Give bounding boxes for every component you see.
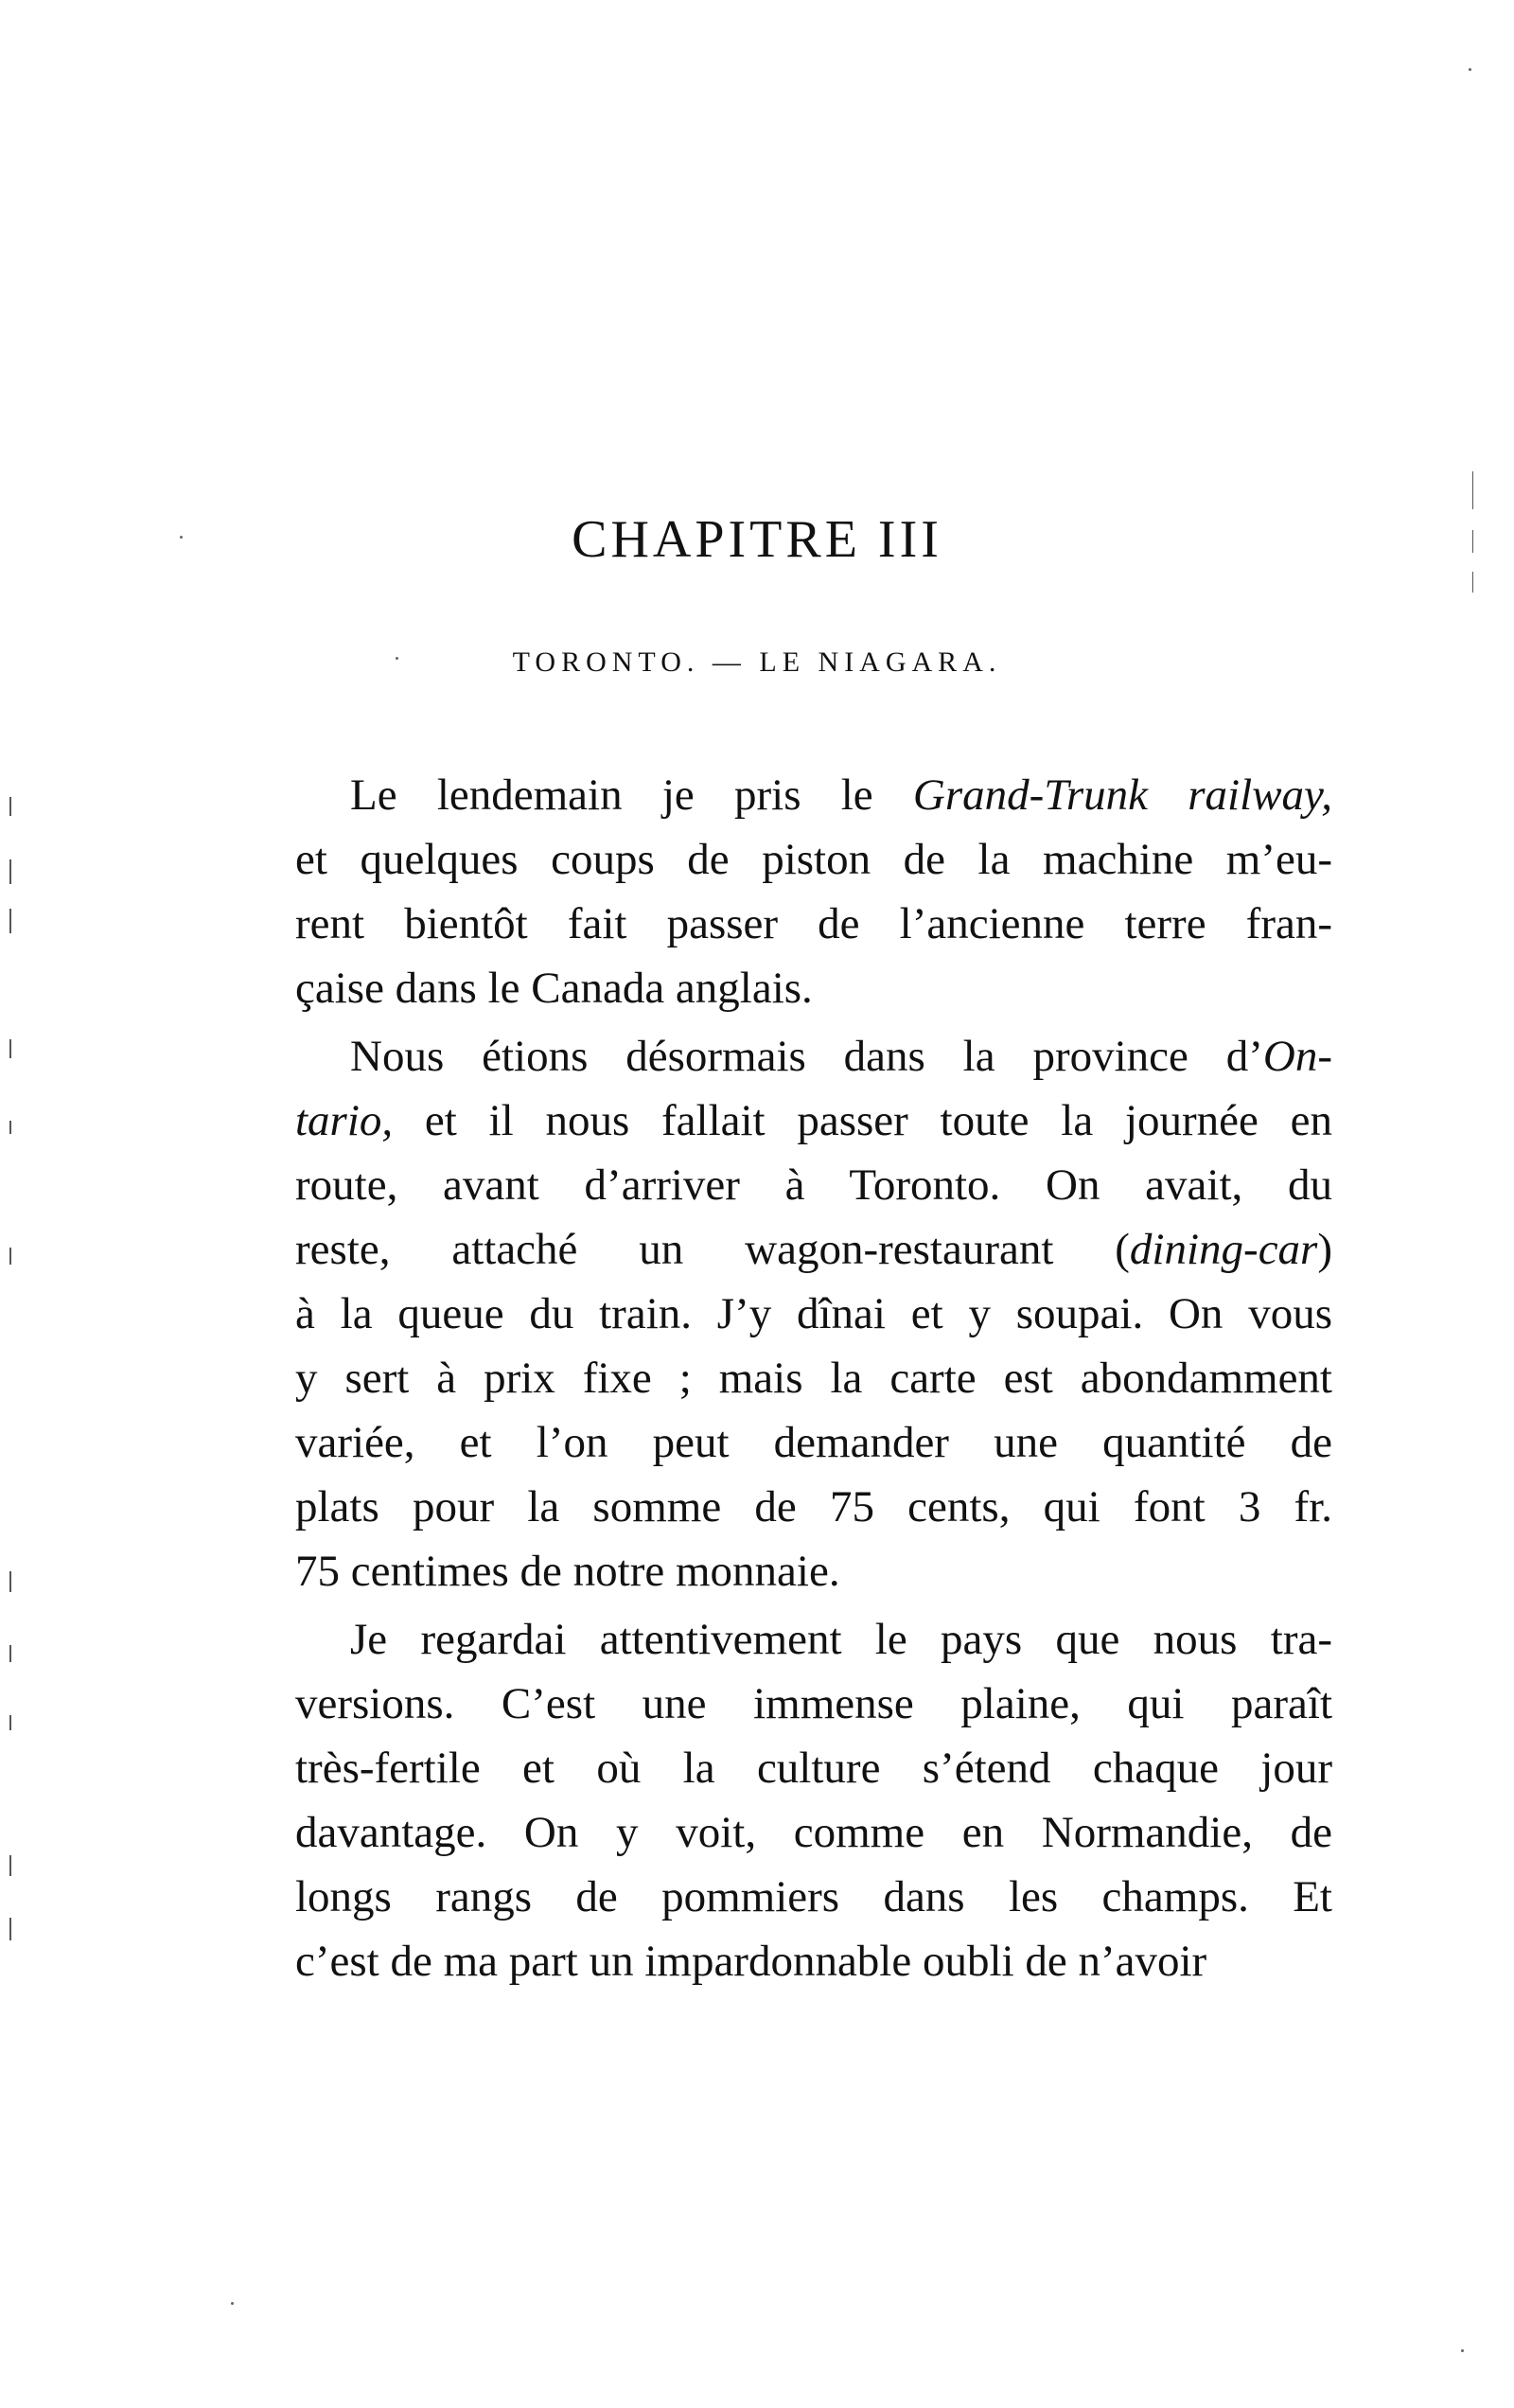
scan-speck <box>396 657 398 660</box>
scan-mark <box>9 1571 11 1592</box>
text-line <box>295 763 1332 827</box>
text-segment: et quelques coups de piston de la machine m’eu- <box>295 835 1332 884</box>
chapter-title: CHAPITRE III <box>572 510 942 569</box>
text-segment: versions. C’est une immense plaine, qui paraît <box>295 1679 1332 1728</box>
text-line <box>295 892 1332 956</box>
scan-mark <box>9 1248 11 1265</box>
text-line <box>295 1929 1332 1993</box>
scan-speck <box>1461 2349 1464 2352</box>
text-line <box>295 1672 1332 1736</box>
scan-mark <box>9 859 11 884</box>
scan-mark <box>9 1715 11 1730</box>
scan-mark <box>9 1855 11 1876</box>
scan-mark <box>9 1039 11 1058</box>
text-segment: Nous étions désormais dans la province d’ <box>350 1032 1263 1081</box>
italic-text: tario, <box>295 1096 394 1145</box>
text-line <box>295 956 1332 1020</box>
text-line <box>295 1800 1332 1865</box>
text-line <box>295 1217 1332 1282</box>
text-segment: à la queue du train. J’y dînai et y soupai. On vous <box>295 1289 1332 1338</box>
text-segment: plats pour la somme de 75 cents, qui font 3 fr. <box>295 1482 1332 1532</box>
text-line <box>295 1607 1332 1672</box>
scan-mark <box>9 1121 11 1134</box>
scan-mark <box>9 797 11 816</box>
scan-mark <box>9 909 11 933</box>
text-segment: y sert à prix fixe ; mais la carte est abondamment <box>295 1354 1332 1403</box>
text-segment: rent bientôt fait passer de l’ancienne terre fran- <box>295 899 1332 948</box>
scan-mark <box>1472 530 1473 553</box>
text-segment: Le lendemain je pris le <box>350 770 913 820</box>
italic-text: Grand-Trunk railway, <box>912 770 1332 820</box>
chapter-subtitle: TORONTO. — LE NIAGARA. <box>512 646 1002 678</box>
text-segment: ) <box>1317 1225 1332 1274</box>
text-line <box>295 1410 1332 1475</box>
text-segment: longs rangs de pommiers dans les champs. Et <box>295 1872 1332 1921</box>
text-line <box>295 1346 1332 1410</box>
text-segment: très-fertile et où la culture s’étend chaque jour <box>295 1744 1332 1793</box>
scan-speck <box>180 536 183 539</box>
text-segment: et il nous fallait passer toute la journée en <box>393 1096 1332 1145</box>
text-segment: davantage. On y voit, comme en Normandie, de <box>295 1808 1332 1857</box>
paragraph <box>295 1607 1332 1993</box>
scan-speck <box>231 2302 234 2305</box>
text-line <box>295 1539 1332 1603</box>
body-text <box>295 763 1332 1997</box>
text-line <box>295 1736 1332 1800</box>
text-segment: 75 centimes de notre monnaie. <box>295 1547 840 1596</box>
paragraph <box>295 763 1332 1020</box>
text-line <box>295 1475 1332 1539</box>
text-line <box>295 1089 1332 1153</box>
paragraph <box>295 1024 1332 1603</box>
text-line <box>295 1282 1332 1346</box>
scan-mark <box>1472 471 1473 509</box>
text-segment: c’est de ma part un impardonnable oubli de n’avoir <box>295 1937 1207 1986</box>
text-segment: Je regardai attentivement le pays que nous tra- <box>350 1615 1332 1664</box>
italic-text: dining-car <box>1129 1225 1318 1274</box>
text-segment: çaise dans le Canada anglais. <box>295 964 813 1013</box>
text-line <box>295 1865 1332 1929</box>
scan-mark <box>9 1645 11 1662</box>
text-line <box>295 827 1332 892</box>
text-line <box>295 1024 1332 1089</box>
text-line <box>295 1153 1332 1217</box>
scan-mark <box>1472 572 1473 593</box>
text-segment: reste, attaché un wagon-restaurant ( <box>295 1225 1130 1274</box>
scan-mark <box>9 1918 11 1940</box>
text-segment: variée, et l’on peut demander une quantité de <box>295 1418 1332 1467</box>
italic-text: On- <box>1262 1032 1332 1081</box>
text-segment: route, avant d’arriver à Toronto. On avait, du <box>295 1160 1332 1210</box>
scan-speck <box>1469 68 1471 71</box>
